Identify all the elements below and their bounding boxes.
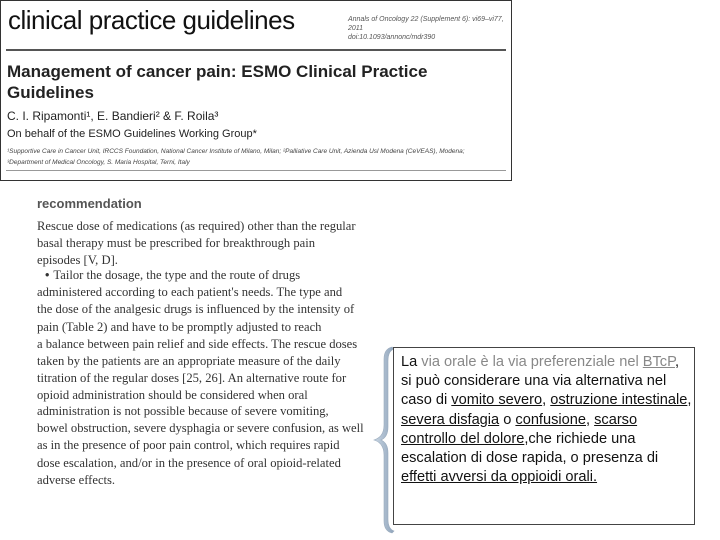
text-line: pain (Table 2) and have to be promptly adjusted to reach	[37, 319, 322, 334]
authors: C. I. Ripamonti¹, E. Bandieri² & F. Roila³	[7, 109, 219, 123]
recommendation-paragraph	[37, 403, 372, 489]
note-fragment: ,	[687, 392, 692, 409]
term-effetti-avversi: effetti avversi da oppioidi orali.	[401, 469, 598, 486]
term-scarso-controllo: scarso controllo del dolore	[401, 411, 638, 447]
note-fragment: ,che richiede una escalation di dose rapida, o presenza di	[401, 430, 659, 467]
text-line: dose escalation, and/or in the presence of oral opioid-related	[37, 455, 341, 470]
term-severa-disfagia: severa disfagia	[401, 411, 500, 428]
note-fragment: ,	[542, 392, 551, 409]
text-line	[37, 267, 372, 284]
on-behalf: On behalf of the ESMO Guidelines Working Group*	[7, 128, 257, 140]
text-line: administered according to each patient's needs. The type and	[37, 285, 343, 300]
text-line: Tailor the dosage, the type and the route of drugs	[53, 268, 301, 282]
text-line: titration of the regular doses [25, 26]. An alternative route for	[37, 371, 347, 386]
recommendation-bullet-paragraph	[37, 267, 372, 405]
term-btcp: BTcP	[642, 354, 675, 370]
text-line: Rescue dose of medications (as required) other than the regular	[37, 219, 356, 233]
article-title: Management of cancer pain: ESMO Clinical Practice Guidelines	[7, 62, 428, 102]
citation	[348, 15, 508, 42]
text-line: a balance between pain relief and side effects. The rescue doses	[37, 336, 358, 351]
text-line: administration is not possible because of severe vomiting,	[37, 404, 329, 418]
text-line: opioid administration should be considered when oral	[37, 388, 308, 403]
citation-line: Annals of Oncology 22 (Supplement 6): vi69–vi77, 2011	[348, 16, 504, 32]
term-confusione: confusione	[515, 411, 586, 428]
bullet-icon: •	[45, 268, 50, 282]
note-fragment: o	[499, 411, 516, 428]
note-fragment: , si può considerare una via alternativa nel caso di	[401, 354, 680, 409]
text-line: bowel obstruction, severe dysphagia or severe confusion, as well	[37, 421, 364, 436]
header-rule	[6, 49, 506, 51]
term-ostruzione-intestinale: ostruzione intestinale	[550, 392, 688, 409]
doi-line: doi:10.1093/annonc/mdr390	[348, 34, 436, 41]
text-line: the dose of the analgesic drugs is influenced by the intensity of	[37, 302, 355, 317]
text-line: adverse effects.	[37, 472, 116, 487]
text-line: as in the presence of poor pain control, which requires rapid	[37, 438, 340, 453]
text-line: episodes [V, D].	[37, 253, 118, 268]
text-line: basal therapy must be prescribed for breakthrough pain	[37, 236, 316, 251]
note-fragment: La	[401, 354, 422, 370]
annotation-box	[393, 347, 695, 525]
recommendation-paragraph	[37, 218, 372, 270]
affiliation-rule	[6, 170, 506, 171]
annotation-text	[401, 353, 693, 487]
affiliation: ¹Supportive Care in Cancer Unit, IRCCS Foundation, National Cancer Institute of Milano, Milan; ²Palliative Care Unit, Azienda Usl Modena (CeVEAS), Modena;	[7, 148, 465, 155]
recommendation-heading: recommendation	[37, 196, 142, 211]
text-line: taken by the patients are an appropriate measure of the daily	[37, 354, 341, 369]
article-header	[0, 0, 512, 181]
note-fragment: ,	[586, 411, 595, 428]
journal-name: clinical practice guidelines	[8, 5, 295, 35]
term-vomito-severo: vomito severo	[451, 392, 543, 409]
highlight-fragment: via orale è la via preferenziale nel	[421, 354, 639, 370]
affiliation: ³Department of Medical Oncology, S. Maria Hospital, Terni, Italy	[7, 159, 190, 166]
